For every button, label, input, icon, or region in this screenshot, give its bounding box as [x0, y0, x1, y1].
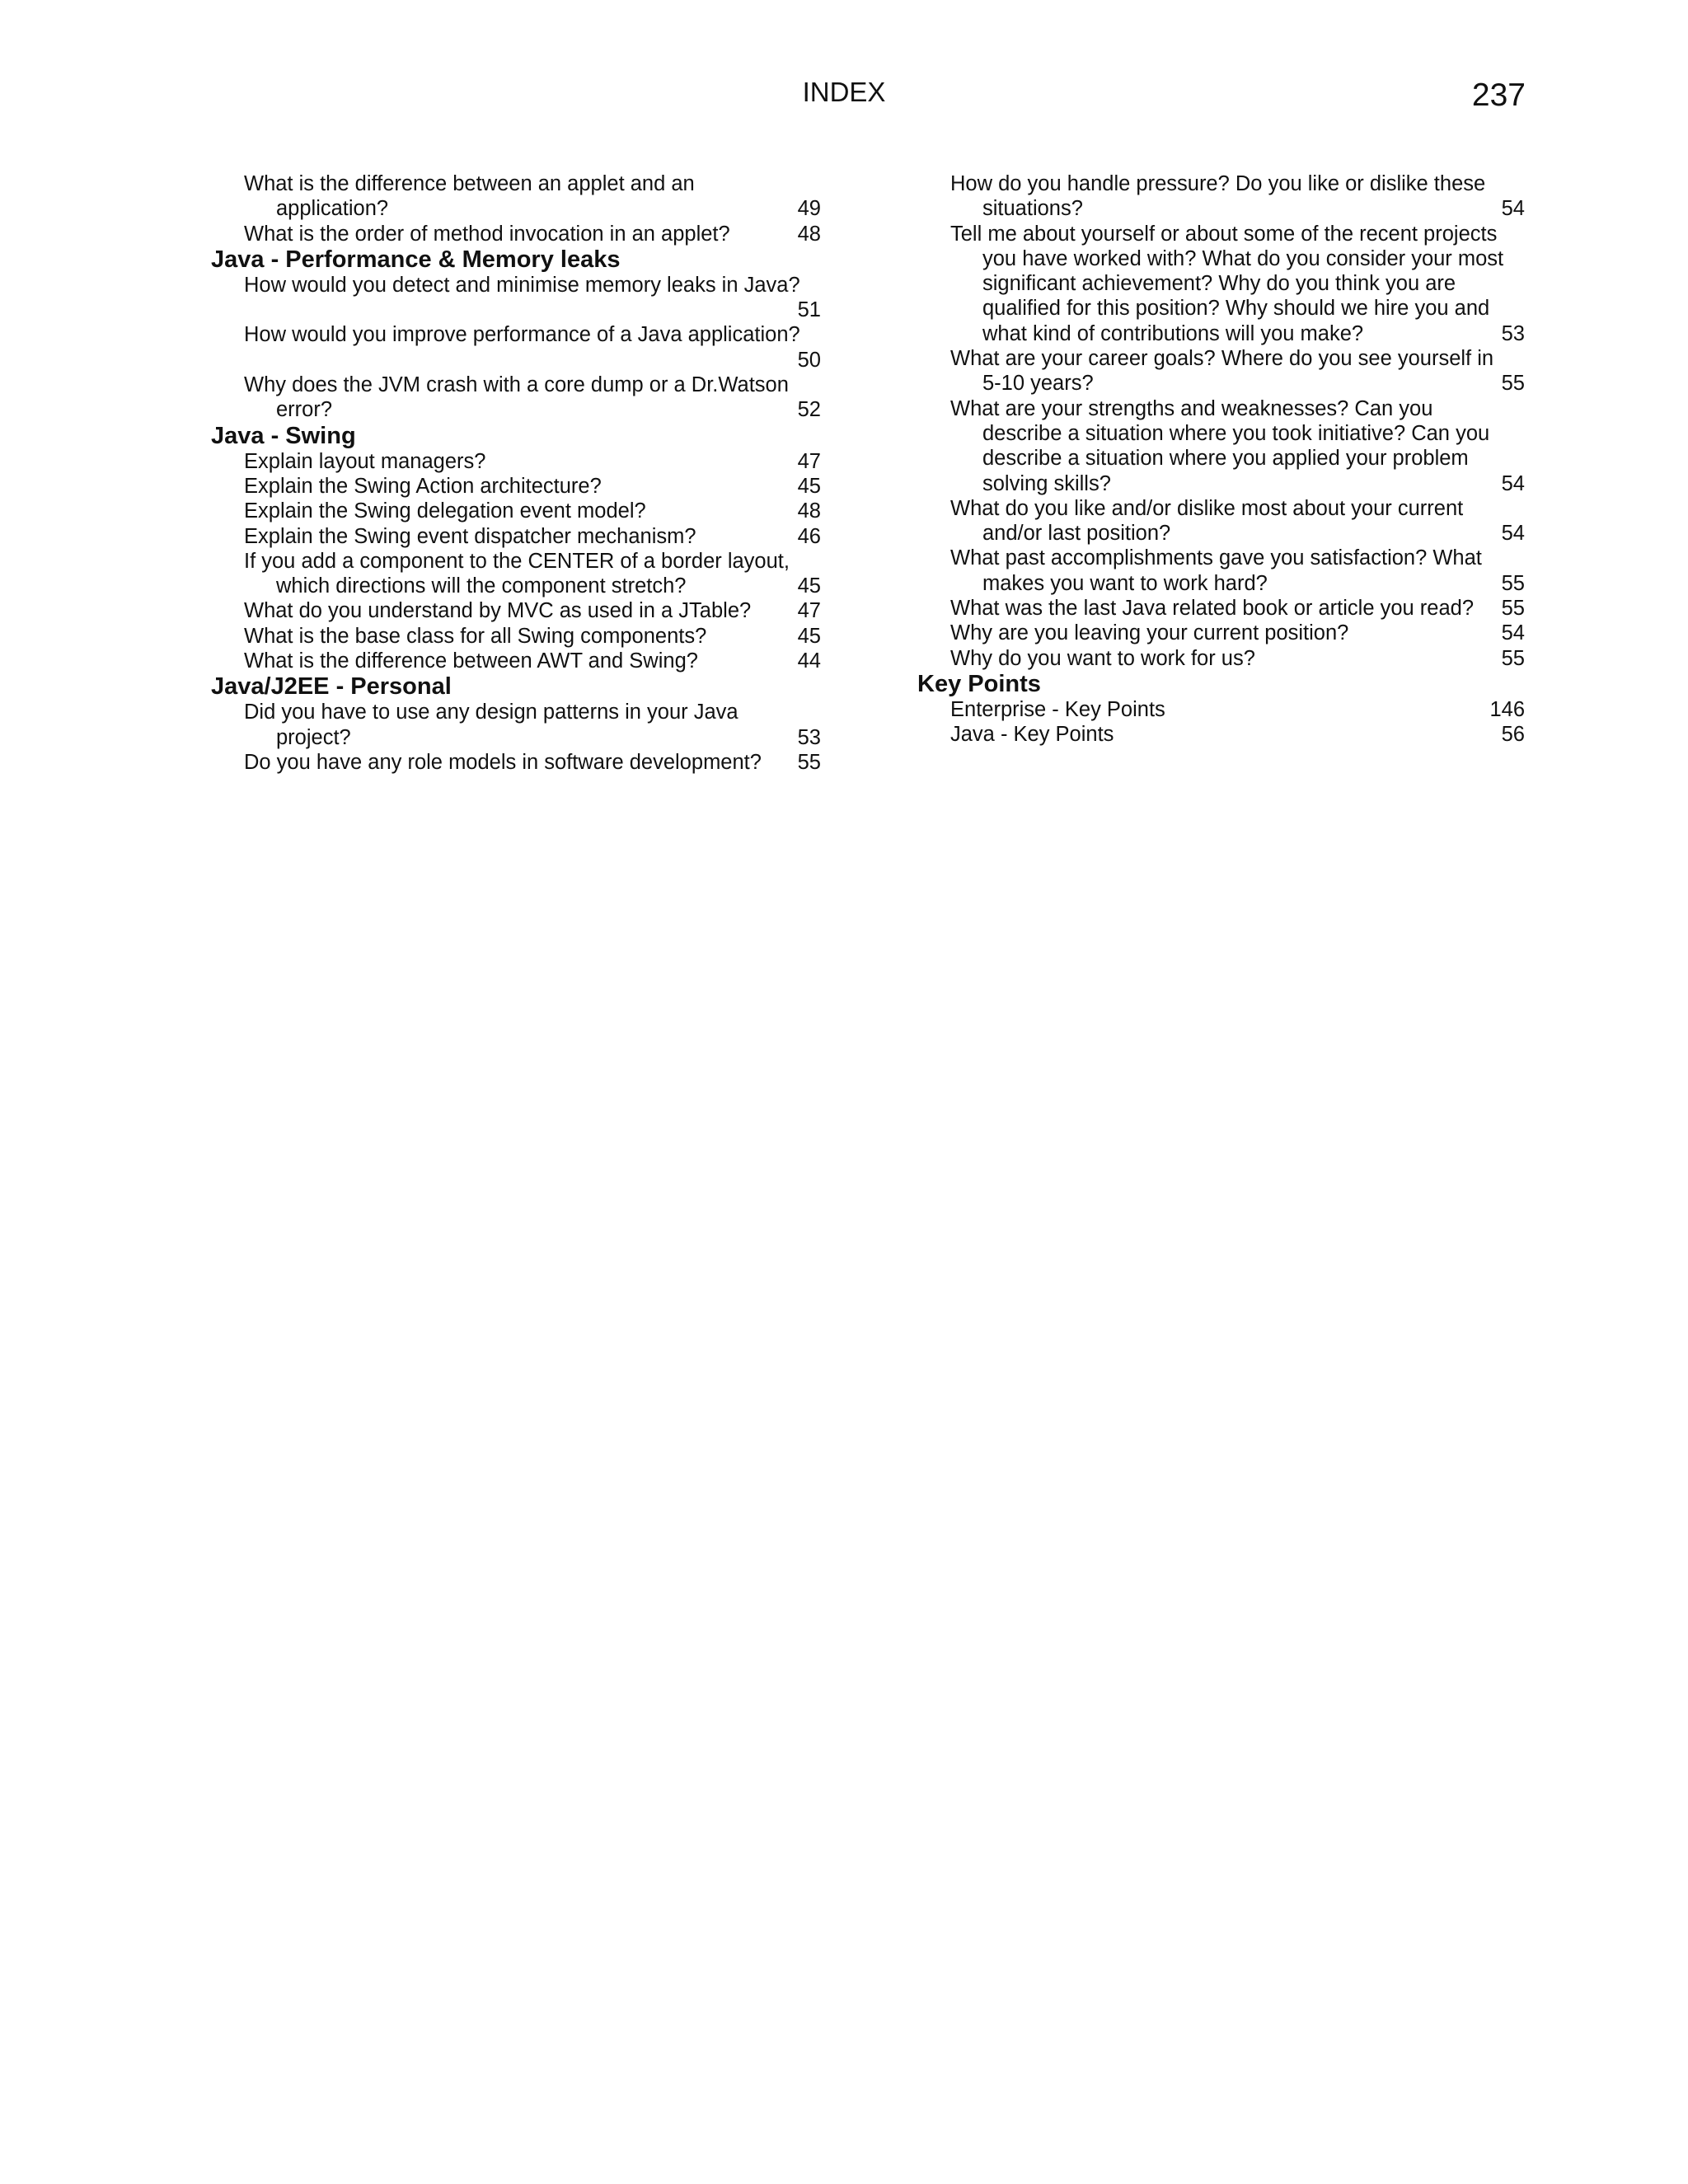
index-entry-text	[244, 649, 781, 673]
index-entry	[211, 373, 821, 423]
index-entry-text	[950, 546, 1485, 596]
index-entry	[211, 322, 821, 373]
index-entry-line: 5-10 years?	[982, 372, 1094, 396]
index-entry	[917, 697, 1525, 722]
index-entry-text	[950, 697, 1485, 722]
index-entry-line: Why does the JVM crash with a core dump or a Dr.Watson	[244, 373, 789, 397]
index-entry-line: Explain layout managers?	[244, 449, 486, 473]
index-entry	[917, 646, 1525, 671]
index-entry	[211, 649, 821, 673]
index-entry-line: which directions will the component stretch?	[276, 574, 687, 598]
index-entry-line: describe a situation where you applied your problem	[982, 447, 1469, 471]
index-entry-line: what kind of contributions will you make?	[982, 321, 1364, 345]
index-entry-line: Do you have any role models in software development?	[244, 750, 762, 774]
index-entry	[917, 722, 1525, 747]
index-entry	[211, 171, 821, 222]
index-entry-text	[244, 598, 781, 623]
index-entry-text	[244, 222, 781, 246]
index-section-heading: Java - Swing	[211, 422, 356, 449]
index-page-ref: 47	[797, 599, 821, 623]
index-page-ref: 50	[797, 348, 821, 372]
page-number: 237	[1471, 77, 1526, 113]
index-entry-line: you have worked with? What do you consider your most	[982, 246, 1504, 270]
index-entry-text	[244, 549, 790, 599]
index-entry	[211, 499, 821, 523]
index-page-ref: 53	[1501, 321, 1525, 345]
index-entry	[917, 222, 1525, 346]
index-entry	[917, 496, 1525, 546]
index-page-ref: 54	[1501, 522, 1525, 546]
index-entry-text	[244, 524, 781, 549]
index-entry-line: situations?	[982, 197, 1083, 221]
index-entry-line: What are your strengths and weaknesses? Can you	[950, 396, 1433, 420]
index-entry-text	[244, 700, 781, 750]
index-entry-line: solving skills?	[982, 471, 1111, 495]
index-entry-line: significant achievement? Why do you think you are	[982, 272, 1456, 296]
index-entry	[917, 396, 1525, 496]
index-entry-line: Tell me about yourself or about some of the recent projects	[950, 222, 1498, 246]
index-entry-line: Why do you want to work for us?	[950, 646, 1255, 670]
index-entry	[211, 549, 821, 599]
index-entry-line: Why are you leaving your current position?	[950, 621, 1349, 645]
index-entry	[917, 621, 1525, 645]
index-entry-line: Explain the Swing Action architecture?	[244, 474, 602, 498]
index-entry-line: What was the last Java related book or article you read?	[950, 597, 1474, 621]
index-entry	[211, 273, 821, 323]
index-entry-line: How would you improve performance of a Java application?	[244, 323, 800, 347]
index-page-ref: 45	[797, 624, 821, 648]
index-page-ref: 49	[797, 197, 821, 221]
index-entry	[211, 524, 821, 549]
index-entry	[917, 171, 1525, 222]
index-entry-line: application?	[276, 197, 389, 221]
index-page-ref: 51	[797, 298, 821, 322]
index-entry-line: What is the difference between AWT and Swing?	[244, 649, 698, 673]
index-page-ref: 46	[797, 524, 821, 548]
index-entry-text	[244, 750, 781, 775]
index-page-ref: 146	[1489, 697, 1525, 721]
index-entry-line: project?	[276, 725, 351, 749]
index-page-ref: 55	[1501, 597, 1525, 621]
index-page-ref: 56	[1501, 723, 1525, 747]
index-entry-line: Enterprise - Key Points	[950, 697, 1165, 721]
index-entry-text	[244, 171, 781, 222]
index-entry	[211, 750, 821, 775]
index-entry-line: What is the difference between an applet and an	[244, 172, 695, 195]
index-page-ref: 52	[797, 398, 821, 422]
index-entry-text	[950, 222, 1504, 346]
index-entry-text	[950, 646, 1485, 671]
index-entry-line: qualified for this position? Why should we hire you and	[982, 297, 1490, 321]
index-entry-text	[950, 171, 1485, 222]
index-entry-line	[244, 298, 781, 322]
index-entry-line: and/or last position?	[982, 522, 1171, 546]
index-page-ref: 54	[1501, 471, 1525, 495]
index-section-heading: Key Points	[917, 670, 1041, 697]
index-entry-line: What do you like and/or dislike most about your current	[950, 496, 1464, 520]
index-entry-text	[244, 624, 781, 649]
index-entry-line: Explain the Swing delegation event model?	[244, 499, 646, 523]
index-entry-text	[244, 449, 781, 474]
index-entry-text	[244, 322, 800, 373]
index-page-ref: 55	[797, 750, 821, 774]
index-entry-line: Java - Key Points	[950, 723, 1114, 747]
index-entry-line: What do you understand by MVC as used in a JTable?	[244, 599, 752, 623]
index-entry	[211, 449, 821, 474]
index-page-ref: 53	[797, 725, 821, 749]
index-entry-text	[244, 474, 781, 499]
index-entry	[211, 222, 821, 246]
index-entry-text	[950, 396, 1490, 496]
index-entry-text	[950, 722, 1485, 747]
index-page-ref: 45	[797, 574, 821, 598]
page-title: INDEX	[802, 77, 886, 107]
index-entry-line: makes you want to work hard?	[982, 571, 1268, 595]
index-entry-line: How would you detect and minimise memory leaks in Java?	[244, 273, 800, 297]
index-page-ref: 48	[797, 499, 821, 523]
index-entry-line: What are your career goals? Where do you see yourself in	[950, 347, 1494, 371]
index-page-ref: 54	[1501, 621, 1525, 645]
index-section-heading: Java - Performance & Memory leaks	[211, 246, 621, 273]
index-page-ref: 54	[1501, 197, 1525, 221]
index-entry-line: What past accomplishments gave you satisfaction? What	[950, 546, 1482, 570]
index-column-left	[211, 171, 821, 775]
index-entry	[917, 596, 1525, 621]
index-page-ref: 47	[797, 449, 821, 473]
index-entry-line: What is the order of method invocation in an applet?	[244, 222, 730, 246]
index-entry-line: error?	[276, 398, 333, 422]
index-entry-line: If you add a component to the CENTER of a border layout,	[244, 549, 790, 573]
index-column-right	[917, 171, 1525, 748]
page-header	[0, 76, 1688, 117]
index-entry	[211, 598, 821, 623]
index-entry-line: How do you handle pressure? Do you like or dislike these	[950, 172, 1486, 195]
index-entry-text	[950, 621, 1485, 645]
index-entry-text	[244, 373, 789, 423]
index-entry-text	[950, 496, 1485, 546]
index-entry-line: describe a situation where you took initiative? Can you	[982, 421, 1490, 445]
index-entry-text	[950, 346, 1494, 396]
index-entry-text	[950, 596, 1485, 621]
index-entry-line: Did you have to use any design patterns in your Java	[244, 701, 738, 724]
index-entry	[917, 546, 1525, 596]
index-section-heading: Java/J2EE - Personal	[211, 673, 452, 701]
index-entry-text	[244, 499, 781, 523]
index-page-ref: 55	[1501, 372, 1525, 396]
index-page-ref: 55	[1501, 646, 1525, 670]
index-entry-text	[244, 273, 800, 323]
index-page-ref: 55	[1501, 571, 1525, 595]
index-page-ref: 45	[797, 474, 821, 498]
index-entry-line: What is the base class for all Swing components?	[244, 624, 707, 648]
index-entry	[211, 624, 821, 649]
index-entry	[917, 346, 1525, 396]
index-page-ref: 44	[797, 649, 821, 673]
index-entry-line	[244, 348, 781, 373]
index-page-ref: 48	[797, 222, 821, 246]
index-entry-line: Explain the Swing event dispatcher mechanism?	[244, 524, 696, 548]
index-entry	[211, 474, 821, 499]
index-entry	[211, 700, 821, 750]
